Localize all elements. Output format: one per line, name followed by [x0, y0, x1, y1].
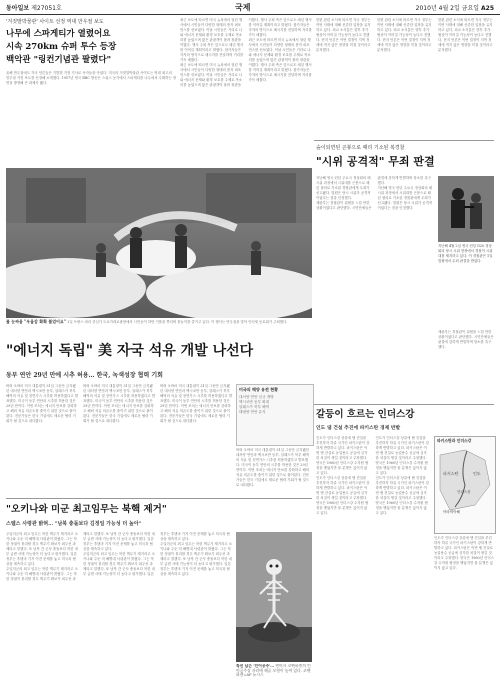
map-title: 파키스탄과 인더스강 [437, 438, 472, 443]
middle-body-2: 최근 보도에 따르면 미국 뉴욕에서 열린 행사에서 시민들이 다양한 형태의 풍자 퍼포먼스를 선보였다. 이날 시민들은 거리로 나와 에너지 문제와 환경 보호를 주제로 목소리를 높였으며 많은 관광객이 몰려 장관을 이뤘다. 행사 주최 측은 앞으로도 매년 행사를 이어갈 계획이라고 밝혔다. 참가자들은 각자의 방식으로 메시지를 전달하며 거리를 가득 메웠다. [180, 18, 312, 87]
divider [6, 498, 312, 499]
oil-box-title: 미국의 해양 유전 현황 [239, 387, 278, 392]
indus-map [434, 436, 496, 534]
map-label: 아라비아해 [443, 510, 460, 514]
oil-box-item: 태평양 연안 유지 [239, 410, 266, 414]
right-top-body-2: 한편 관련 소식에 따르면 각국 정부는 이번 사태에 대해 신중한 입장을 유지하고 있다. 외교 소식통은 향후 추가 협상이 이어질 가능성이 높다고 전했다. 현지 언론은 이번 결정이 지역 정세에 적지 않은 영향을 미칠 것이라고 분석했다. [377, 18, 432, 52]
paper-issue: 동아일보 제27051호 [6, 5, 62, 12]
map-label: 인더스강 [457, 490, 471, 494]
divider [314, 404, 494, 405]
map-label: 인도 [473, 471, 481, 476]
feature-body-side [236, 448, 312, 494]
okinawa-body-columns [6, 532, 232, 687]
police-image [438, 176, 494, 242]
story-headline: 나무에 스파게티가 열렸어요 시속 270km 슈퍼 투수 등장 백악관 "링컨기념관 팔렸다" [6, 29, 117, 65]
okinawa-sub-box [6, 520, 312, 530]
oil-info-box [236, 384, 314, 446]
okinawa-headline: "오키나와 미군 최고임무는 북핵 제거" [6, 504, 167, 515]
top-right-columns [316, 18, 494, 136]
middle-body: 최근 보도에 따르면 미국 뉴욕에서 열린 행사에서 시민들이 다양한 형태의 풍자 퍼포먼스를 선보였다. 이날 시민들은 거리로 나와 에너지 문제와 환경 보호를 주제로 목소리를 높였으며 많은 관광객이 몰려 장관을 이뤘다. 행사 주최 측은 앞으로도 매년 행사를 이어갈 계획이라고 밝혔다. 참가자들은 각자의 방식으로 메시지를 전달하며 거리를 가득 메웠다. [180, 18, 244, 62]
oil-box-item: 멕시코만 동부 확대 [239, 400, 270, 404]
feature-subhead: 동부 연안 29년 만에 시추 허용… 한국, 녹색성장 협력 기회 [6, 372, 163, 379]
okinawa-headline-box [6, 502, 312, 520]
top-left-story [6, 18, 176, 166]
okinawa-subhead: 스텔스 사령관 밝혀… "남북 충돌보다 김정일 가능성 더 높아" [6, 521, 142, 527]
feature-body-3: 버락 오바마 미국 대통령이 31일 그동안 금지됐던 대서양 연안과 멕시코만 동부, 알래스카 북부 해역의 석유 및 천연가스 시추를 허용하겠다고 발표했다. 미국이 동부 연안의 시추를 허용한 것은 29년 만이다. 이번 조치는 에너지 안보를 강화하고 해외 석유 의존도를 줄이기 위한 것으로 풀이된다. 전문가들은 한국 기업에도 새로운 협력 기회가 될 것으로 내다봤다. [160, 384, 232, 423]
feature-body: 버락 오바마 미국 대통령이 31일 그동안 금지됐던 대서양 연안과 멕시코만 동부, 알래스카 북부 해역의 석유 및 천연가스 시추를 허용하겠다고 발표했다. 미국이 동부 연안의 시추를 허용한 것은 29년 만이다. 이번 조치는 에너지 안보를 강화하고 해외 석유 의존도를 줄이기 위한 것으로 풀이된다. 전문가들은 한국 기업에도 새로운 협력 기회가 될 것으로 내다봤다. [6, 384, 78, 423]
map-label: 파키스탄 [443, 471, 459, 476]
page-date: 2010년 4월 2일 금요일 A25 [415, 5, 494, 12]
police-body-columns [316, 176, 434, 326]
indus-headline-box [316, 408, 494, 424]
page-header [0, 0, 500, 15]
map-graphic [435, 445, 495, 515]
indus-body-2: 인도가 인더스강 상류에 댐 건설을 추진하자 하류 국가인 파키스탄이 강하게 반발하고 있다. 파키스탄은 이번 댐 건설로 농업용수 공급에 심각한 차질이 생길 것이라고 주장했다. 양국은 1960년 인더스강 수자원 협정을 맺었지만 물 분쟁은 끊이지 않고 있다. [316, 476, 370, 515]
skeleton-photo [236, 532, 312, 662]
okinawa-body: 주일미군의 최고 임무는 북한 핵무기 제거라고 오키나와 주둔 미 해병대 사령관이 밝혔다. 그는 북한 정권이 붕괴할 경우 핵무기 확보가 최우선 과제라고 말했다. 또 남북 간 군사 충돌보다 북한 내부 급변 사태 가능성이 더 높다고 평가했다. 일본 정부는 후텐마 기지 이전 문제를 놓고 미국과 협상을 계속하고 있다. [6, 532, 78, 566]
right-top-body-3: 한편 관련 소식에 따르면 각국 정부는 이번 사태에 대해 신중한 입장을 유지하고 있다. 외교 소식통은 향후 추가 협상이 이어질 가능성이 높다고 전했다. 현지 언론은 이번 결정이 지역 정세에 적지 않은 영향을 미칠 것이라고 분석했다. [438, 18, 493, 52]
feature-headline: "에너지 독립" 美 자국 석유 개발 나선다 [6, 343, 254, 359]
indus-sub-box [316, 424, 494, 433]
indus-body-columns [316, 436, 430, 686]
indus-headline: 갈등이 흐르는 인더스강 [316, 409, 415, 420]
top-middle-columns [180, 18, 312, 166]
main-photo [6, 168, 312, 318]
police-kicker: 숲이되면된 곤봉으로 때리 기소된 복경찰 [316, 145, 405, 151]
okinawa-body-2: 주일미군의 최고 임무는 북한 핵무기 제거라고 오키나와 주둔 미 해병대 사령관이 밝혔다. 그는 북한 정권이 붕괴할 경우 핵무기 확보가 최우선 과제라고 말했다. 또 남북 간 군사 충돌보다 북한 내부 급변 사태 가능성이 더 높다고 평가했다. 일본 정부는 후텐마 기지 이전 문제를 놓고 미국과 협상을 계속하고 있다. [6, 532, 155, 581]
okinawa-body-4: 주일미군의 최고 임무는 북한 핵무기 제거라고 오키나와 주둔 미 해병대 사령관이 밝혔다. 그는 북한 정권이 붕괴할 경우 핵무기 확보가 최우선 과제라고 말했다. 또 남북 간 군사 충돌보다 북한 내부 급변 사태 가능성이 더 높다고 평가했다. 일본 정부는 후텐마 기지 이전 문제를 놓고 미국과 협상을 계속하고 있다. [160, 542, 232, 576]
police-body: 지난해 영국 런던 주요국 정상회의 때 시위 과정에서 시위대를 곤봉으로 때린 혐의로 기소된 경찰관에게 무죄가 선고됐다. 법원은 당시 시위가 공격적이었다는 점을 인정했다. [316, 176, 371, 200]
police-kicker-box [316, 144, 494, 154]
divider [314, 140, 494, 141]
police-body-2: 재판부는 경찰관이 위협을 느낄 만한 상황이었다고 판단했다. 시민단체들은 판결에 강하게 반발하며 항소를 촉구했다. [316, 176, 431, 210]
story-body: 올해 만우절에도 각국 언론들은 기발한 거짓 기사로 독자들을 속였다. 미국의 거짓말박물관 사이트는 역대 최고의 만우절 거짓 보도를 선정해 소개했다. 1957년 영국 BBC 방송은 스위스 농가에서 스파게티를 나무에서 수확하는 장면을 방영해 큰 화제가 됐다. [6, 71, 176, 85]
police-body-3: 지난해 영국 런던 주요국 정상회의 때 시위 과정에서 시위대를 곤봉으로 때린 혐의로 기소된 경찰관에게 무죄가 선고됐다. 법원은 당시 시위가 공격적이었다는 점을 인정했다. [377, 186, 433, 210]
indus-subhead: 인도 댐 건설 추진에 파키스탄 경제 반발 [316, 425, 401, 431]
story-kicker: '겨짓말박물관' 사이트 선정 역대 만우절 보도 [6, 19, 104, 25]
indus-body-4: 인도가 인더스강 상류에 댐 건설을 추진하자 하류 국가인 파키스탄이 강하게 반발하고 있다. 파키스탄은 이번 댐 건설로 농업용수 공급에 심각한 차질이 생길 것이라고 주장했다. 양국은 1960년 인더스강 수자원 협정을 맺었지만 물 분쟁은 끊이지 않고 있다. [375, 476, 429, 515]
police-lower-text: 재판부는 경찰관이 위협을 느낄 만한 상황이었다고 판단했다. 시민단체들은 판결에 강하게 반발하며 항소를 촉구했다. [438, 330, 494, 349]
police-lower-body [438, 330, 494, 402]
police-caption-text: 지난해 4월 2일 영국 런던 G20 정상회의 당시 시위 현장에서 경찰이 시위대를 제지하고 있다. 이 경찰관은 1일 법원에서 무죄 판결을 받았다. [438, 244, 493, 263]
feature-body-2: 버락 오바마 미국 대통령이 31일 그동안 금지됐던 대서양 연안과 멕시코만 동부, 알래스카 북부 해역의 석유 및 천연가스 시추를 허용하겠다고 발표했다. 미국이 동부 연안의 시추를 허용한 것은 29년 만이다. 이번 조치는 에너지 안보를 강화하고 해외 석유 의존도를 줄이기 위한 것으로 풀이된다. 전문가들은 한국 기업에도 새로운 협력 기회가 될 것으로 내다봤다. [83, 384, 155, 423]
indus-side-text: 인도가 인더스강 상류에 댐 건설을 추진하자 하류 국가인 파키스탄이 강하게 반발하고 있다. 파키스탄은 이번 댐 건설로 농업용수 공급에 심각한 차질이 생길 것이라고 주장했다. 양국은 1960년 인더스강 수자원 협정을 맺었지만 물 분쟁은 끊이지 않고 있다. [434, 536, 494, 570]
right-top-body: 한편 관련 소식에 따르면 각국 정부는 이번 사태에 대해 신중한 입장을 유지하고 있다. 외교 소식통은 향후 추가 협상이 이어질 가능성이 높다고 전했다. 현지 언론은 이번 결정이 지역 정세에 적지 않은 영향을 미칠 것이라고 분석했다. [316, 18, 371, 52]
feature-headline-box [6, 342, 312, 364]
feature-body-side-text: 버락 오바마 미국 대통령이 31일 그동안 금지됐던 대서양 연안과 멕시코만 동부, 알래스카 북부 해역의 석유 및 천연가스 시추를 허용하겠다고 발표했다. 미국이 동부 연안의 시추를 허용한 것은 29년 만이다. 이번 조치는 에너지 안보를 강화하고 해외 석유 의존도를 줄이기 위한 것으로 풀이된다. 전문가들은 한국 기업에도 새로운 협력 기회가 될 것으로 내다봤다. [236, 448, 310, 487]
section-title: 국제 [235, 3, 251, 12]
skeleton-caption [236, 664, 312, 687]
skeleton-caption-text: 특선 납은 '인어공주'… 덴마크 코펜하겐의 인어공주상 자리에 해골 모형이 놓여 있다. 코펜하겐=AP 뉴시스 [236, 664, 311, 677]
foam-fight-image [6, 168, 312, 318]
oil-box-item: 대서양 연안 신규 개방 [239, 395, 274, 399]
middle-body-3: 최근 보도에 따르면 미국 뉴욕에서 열린 행사에서 시민들이 다양한 형태의 풍자 퍼포먼스를 선보였다. 이날 시민들은 거리로 나와 에너지 문제와 환경 보호를 주제로 목소리를 높였으며 많은 관광객이 몰려 장관을 이뤘다. 행사 주최 측은 앞으로도 매년 행사를 이어갈 계획이라고 밝혔다. 참가자들은 각자의 방식으로 메시지를 전달하며 거리를 가득 메웠다. [248, 38, 312, 82]
police-photo-caption [438, 244, 494, 326]
skeleton-image [236, 532, 312, 662]
police-photo [438, 176, 494, 242]
police-headline-box [316, 154, 494, 172]
indus-body: 인도가 인더스강 상류에 댐 건설을 추진하자 하류 국가인 파키스탄이 강하게 반발하고 있다. 파키스탄은 이번 댐 건설로 농업용수 공급에 심각한 차질이 생길 것이라고 주장했다. 양국은 1960년 인더스강 수자원 협정을 맺었지만 물 분쟁은 끊이지 않고 있다. [316, 436, 370, 475]
oil-box-item: 알래스카 북부 해역 [239, 405, 270, 409]
indus-body-3: 인도가 인더스강 상류에 댐 건설을 추진하자 하류 국가인 파키스탄이 강하게 반발하고 있다. 파키스탄은 이번 댐 건설로 농업용수 공급에 심각한 차질이 생길 것이라고 주장했다. 양국은 1960년 인더스강 수자원 협정을 맺었지만 물 분쟁은 끊이지 않고 있다. [375, 436, 429, 475]
feature-sub-box [6, 370, 312, 380]
main-photo-caption: 물 눈싸움 "우울감 확확 풀었어요" 1일 프랑스 파리 중심가 트로카데로광장에서 시민들이 하얀 거품을 뿌리며 물놀이를 즐기고 있다. 이 행사는 만우절을 맞아 인터넷 동호회가 주최했다. [6, 319, 288, 324]
indus-side-body [434, 536, 494, 686]
police-headline: "시위 공격적" 무죄 판결 [316, 155, 435, 168]
feature-body-columns [6, 384, 232, 494]
okinawa-body-3: 주일미군의 최고 임무는 북한 핵무기 제거라고 오키나와 주둔 미 해병대 사령관이 밝혔다. 그는 북한 정권이 붕괴할 경우 핵무기 확보가 최우선 과제라고 말했다. 또 남북 간 군사 충돌보다 북한 내부 급변 사태 가능성이 더 높다고 평가했다. 일본 정부는 후텐마 기지 이전 문제를 놓고 미국과 협상을 계속하고 있다. [83, 532, 230, 576]
